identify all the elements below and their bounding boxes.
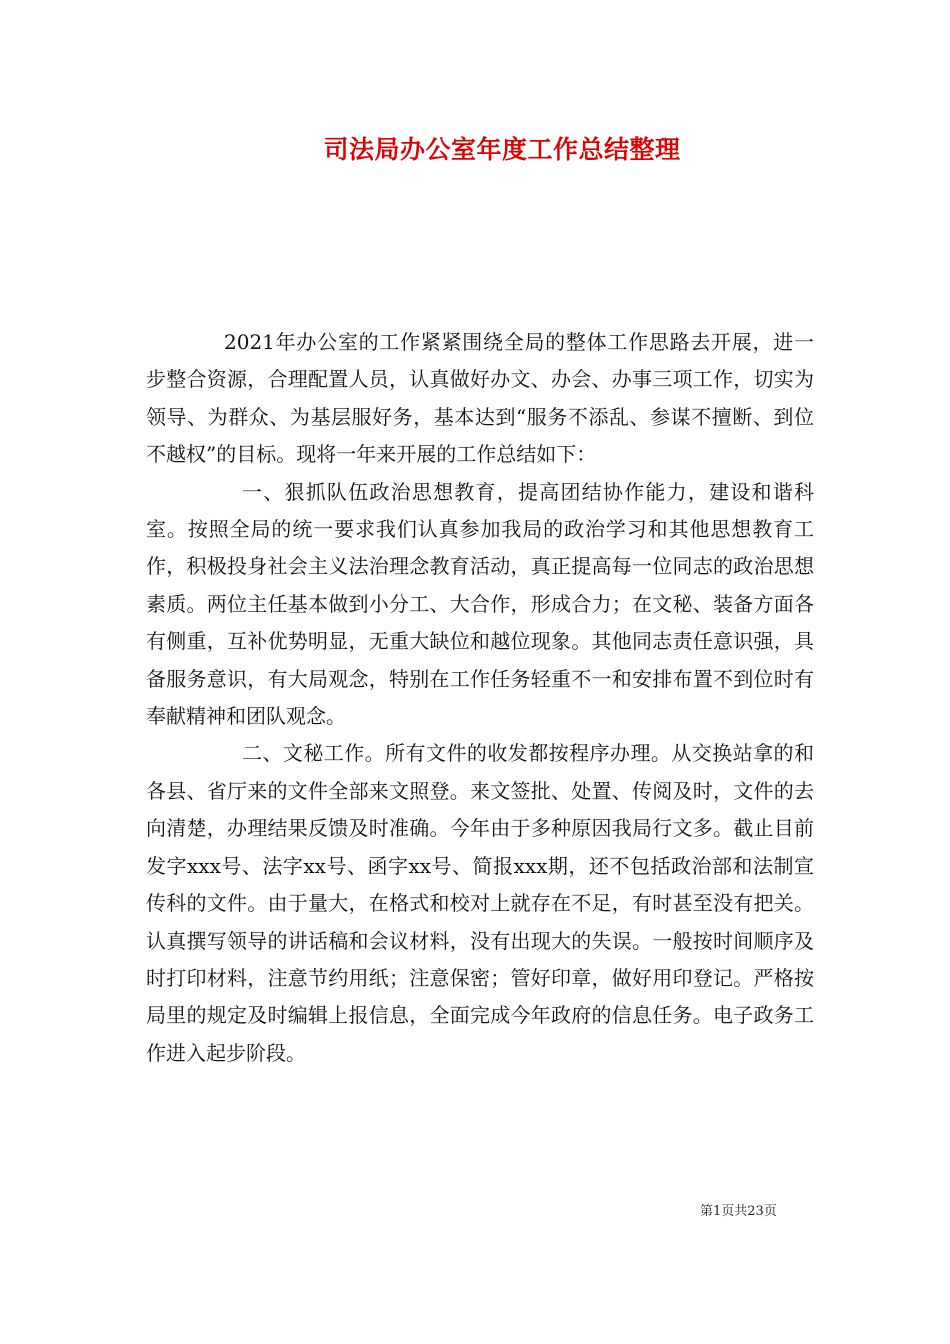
document-title: 司法局办公室年度工作总结整理 xyxy=(323,135,681,164)
document-body xyxy=(146,324,814,1072)
page-number: 第1页共23页 xyxy=(700,1204,777,1219)
paragraph-section-1: 一、狠抓队伍政治思想教育，提高团结协作能力，建设和谐科室。按照全局的统一要求我们认真参加我局的政治学习和其他思想教育工作，积极投身社会主义法治理念教育活动，真正提高每一位同志的政治思想素质。两位主任基本做到小分工、大合作，形成合力；在文秘、装备方面各有侧重，互补优势明显，无重大缺位和越位现象。其他同志责任意识强，具备服务意识，有大局观念，特别在工作任务轻重不一和安排布置不到位时有奉献精神和团队观念。 xyxy=(146,479,814,729)
paragraph-section-2: 二、文秘工作。所有文件的收发都按程序办理。从交换站拿的和各县、省厅来的文件全部来文照登。来文签批、处置、传阅及时，文件的去向清楚，办理结果反馈及时准确。今年由于多种原因我局行文多。截止目前发字xxx号、法字xx号、函字xx号、简报xxx期，还不包括政治部和法制宣传科的文件。由于量大，在格式和校对上就存在不足，有时甚至没有把关。认真撰写领导的讲话稿和会议材料，没有出现大的失误。一般按时间顺序及时打印材料，注意节约用纸；注意保密；管好印章，做好用印登记。严格按局里的规定及时编辑上报信息，全面完成今年政府的信息任务。电子政务工作进入起步阶段。 xyxy=(146,741,814,1065)
paragraph-intro: 2021年办公室的工作紧紧围绕全局的整体工作思路去开展，进一步整合资源，合理配置人员，认真做好办文、办会、办事三项工作，切实为领导、为群众、为基层服好务，基本达到“服务不添乱、参谋不擅断、到位不越权”的目标。现将一年来开展的工作总结如下： xyxy=(146,330,814,467)
